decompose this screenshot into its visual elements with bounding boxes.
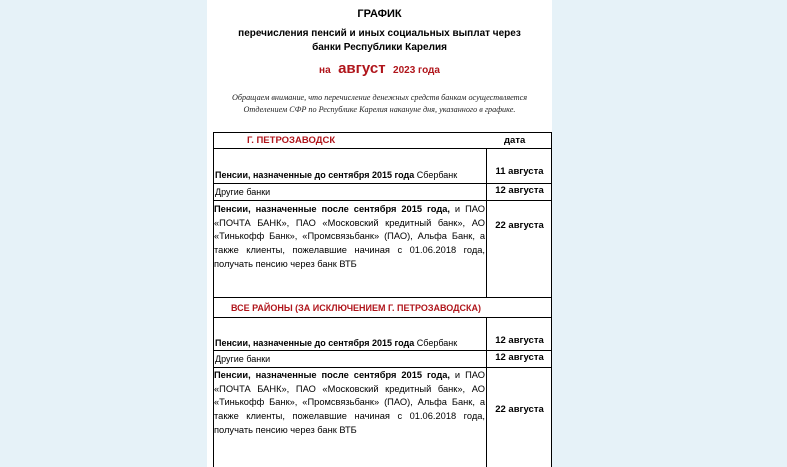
table-rule (213, 297, 552, 298)
table-rule (213, 367, 552, 368)
section-title-all-districts: ВСЕ РАЙОНЫ (ЗА ИСКЛЮЧЕНИЕМ Г. ПЕТРОЗАВОДСКА) (231, 303, 482, 313)
table-rule (551, 132, 552, 467)
month-year: 2023 года (393, 65, 440, 76)
row-label-rest: Сбербанк (414, 170, 458, 180)
row-label-bold: Пенсии, назначенные после сентября 2015 года, (214, 204, 450, 214)
document-page (207, 0, 552, 467)
row-date: 12 августа (495, 335, 544, 346)
table-rule (213, 132, 552, 133)
page-subtitle-line2: банки Республики Карелия (312, 42, 447, 53)
row-date: 12 августа (495, 185, 544, 196)
table-rule (213, 183, 552, 184)
section-title-petrozavodsk: Г. ПЕТРОЗАВОДСК (247, 135, 336, 146)
table-rule (213, 350, 552, 351)
table-rule (213, 317, 552, 318)
row-label-bold: Пенсии, назначенные до сентября 2015 года (215, 170, 415, 180)
table-row-label (215, 169, 457, 182)
row-date: 22 августа (495, 404, 544, 415)
row-date: 22 августа (495, 220, 544, 231)
table-row-label (214, 369, 485, 438)
table-rule (213, 200, 552, 201)
page-subtitle-line1: перечисления пенсий и иных социальных выплат через (238, 28, 521, 39)
row-date: 12 августа (495, 352, 544, 363)
table-row-label (215, 337, 457, 350)
row-label-bold: Пенсии, назначенные до сентября 2015 года (215, 338, 415, 348)
row-label-rest: и ПАО «ПОЧТА БАНК», ПАО «Московский кредитный банк», АО «Тинькофф Банк», «Промсвязьбанк» (ПАО), Альфа Банк, а также клиенты, пожелавшие начиная с 01.06.2018 года, получать пенсию через банк ВТБ (214, 370, 485, 435)
row-label-bold: Пенсии, назначенные после сентября 2015 года, (214, 370, 450, 380)
row-label-rest: и ПАО «ПОЧТА БАНК», ПАО «Московский кредитный банк», АО «Тинькофф Банк», «Промсвязьбанк» (ПАО), Альфа Банк, а также клиенты, пожелавшие начиная с 01.06.2018 года, получать пенсию через банк ВТБ (214, 204, 485, 269)
month-name: август (338, 60, 386, 77)
table-row-label (214, 203, 485, 272)
table-rule (213, 148, 552, 149)
date-column-header: дата (504, 135, 526, 146)
notice-text: Обращаем внимание, что перечисление денежных средств банкам осуществляется Отделением СФР по Республике Карелия накануне дня, указанного в графике. (231, 93, 528, 114)
table-row-label: Другие банки (215, 354, 271, 364)
row-label-rest: Сбербанк (414, 338, 458, 348)
table-row-label: Другие банки (215, 187, 271, 197)
page-title: ГРАФИК (357, 8, 402, 20)
month-prefix: на (319, 65, 331, 76)
row-date: 11 августа (495, 166, 544, 177)
